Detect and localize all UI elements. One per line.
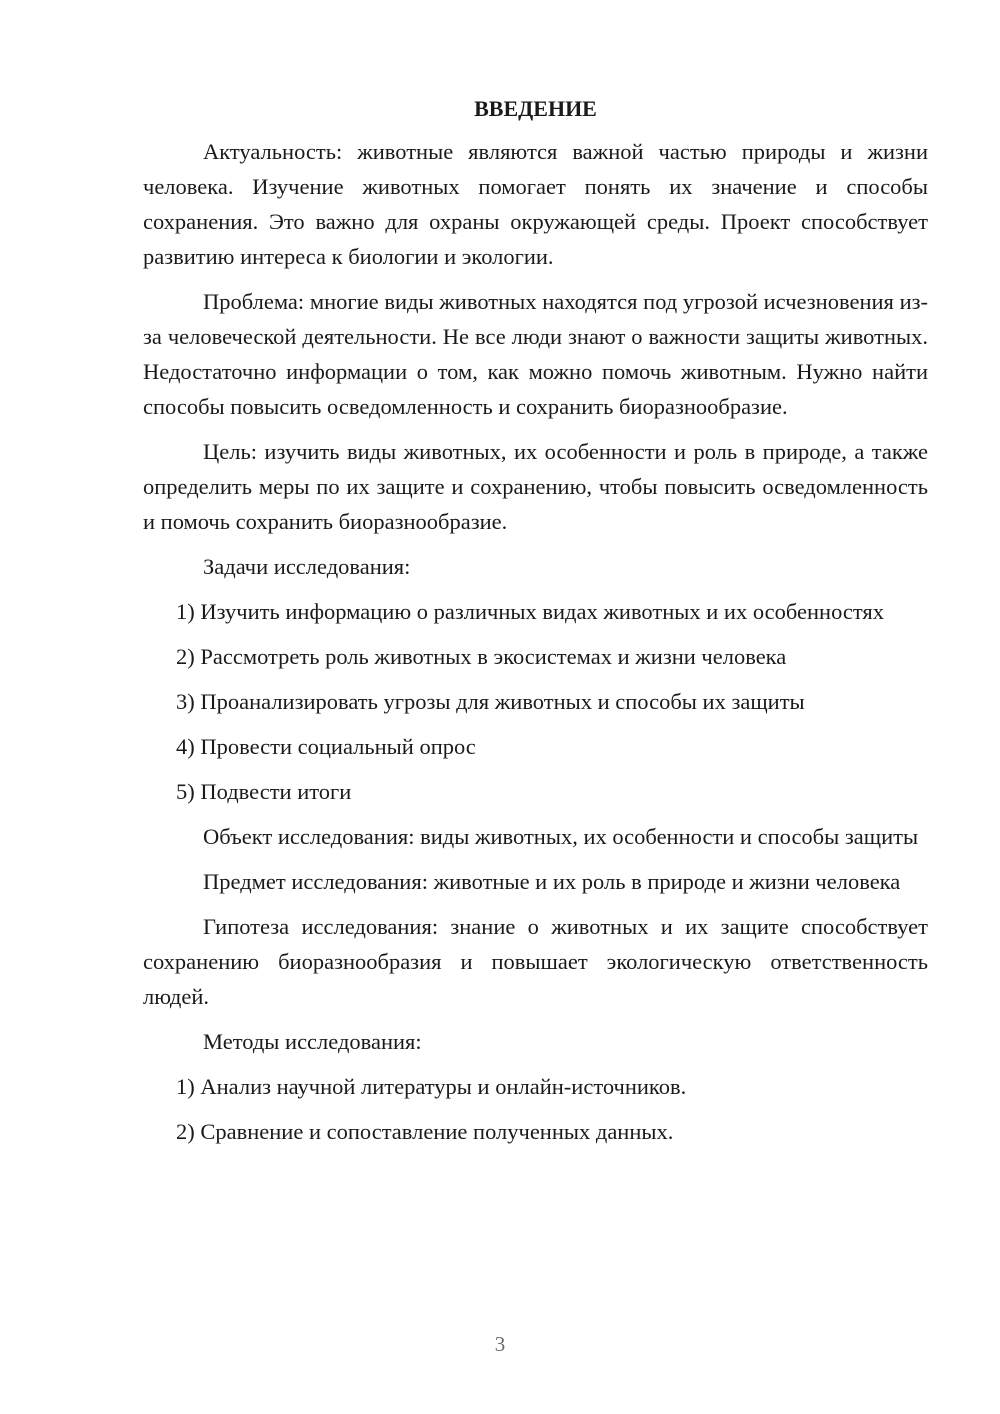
goal-paragraph: Цель: изучить виды животных, их особенности и роль в природе, а также определить меры по их защите и сохранению, чтобы повысить осведомленность и помочь сохранить биоразнообразие.	[143, 439, 928, 534]
object-paragraph: Объект исследования: виды животных, их особенности и способы защиты	[203, 824, 919, 849]
method-item: 1) Анализ научной литературы и онлайн-источников.	[176, 1074, 687, 1099]
document-page	[143, 94, 928, 1159]
tasks-heading: Задачи исследования:	[203, 554, 411, 579]
task-item: 3) Проанализировать угрозы для животных и способы их защиты	[176, 689, 805, 714]
problem-paragraph: Проблема: многие виды животных находятся под угрозой исчезновения из-за человеческой деятельности. Не все люди знают о важности защиты животных. Недостаточно информации о том, как можно помочь животным. Нужно найти способы повысить осведомленность и сохранить биоразнообразие.	[143, 289, 928, 419]
task-item: 4) Провести социальный опрос	[176, 734, 476, 759]
hypothesis-paragraph: Гипотеза исследования: знание о животных и их защите способствует сохранению биоразнообразия и повышает экологическую ответственность людей.	[143, 914, 928, 1009]
task-item: 2) Рассмотреть роль животных в экосистемах и жизни человека	[176, 644, 787, 669]
methods-heading: Методы исследования:	[203, 1029, 422, 1054]
task-item: 1) Изучить информацию о различных видах животных и их особенностях	[176, 599, 885, 624]
page-number: 3	[494, 1332, 506, 1356]
subject-paragraph: Предмет исследования: животные и их роль в природе и жизни человека	[203, 869, 901, 894]
relevance-paragraph: Актуальность: животные являются важной частью природы и жизни человека. Изучение животных помогает понять их значение и способы сохранения. Это важно для охраны окружающей среды. Проект способствует развитию интереса к биологии и экологии.	[143, 139, 928, 269]
method-item: 2) Сравнение и сопоставление полученных данных.	[176, 1119, 674, 1144]
task-item: 5) Подвести итоги	[176, 779, 352, 804]
section-title: ВВЕДЕНИЕ	[474, 96, 597, 121]
